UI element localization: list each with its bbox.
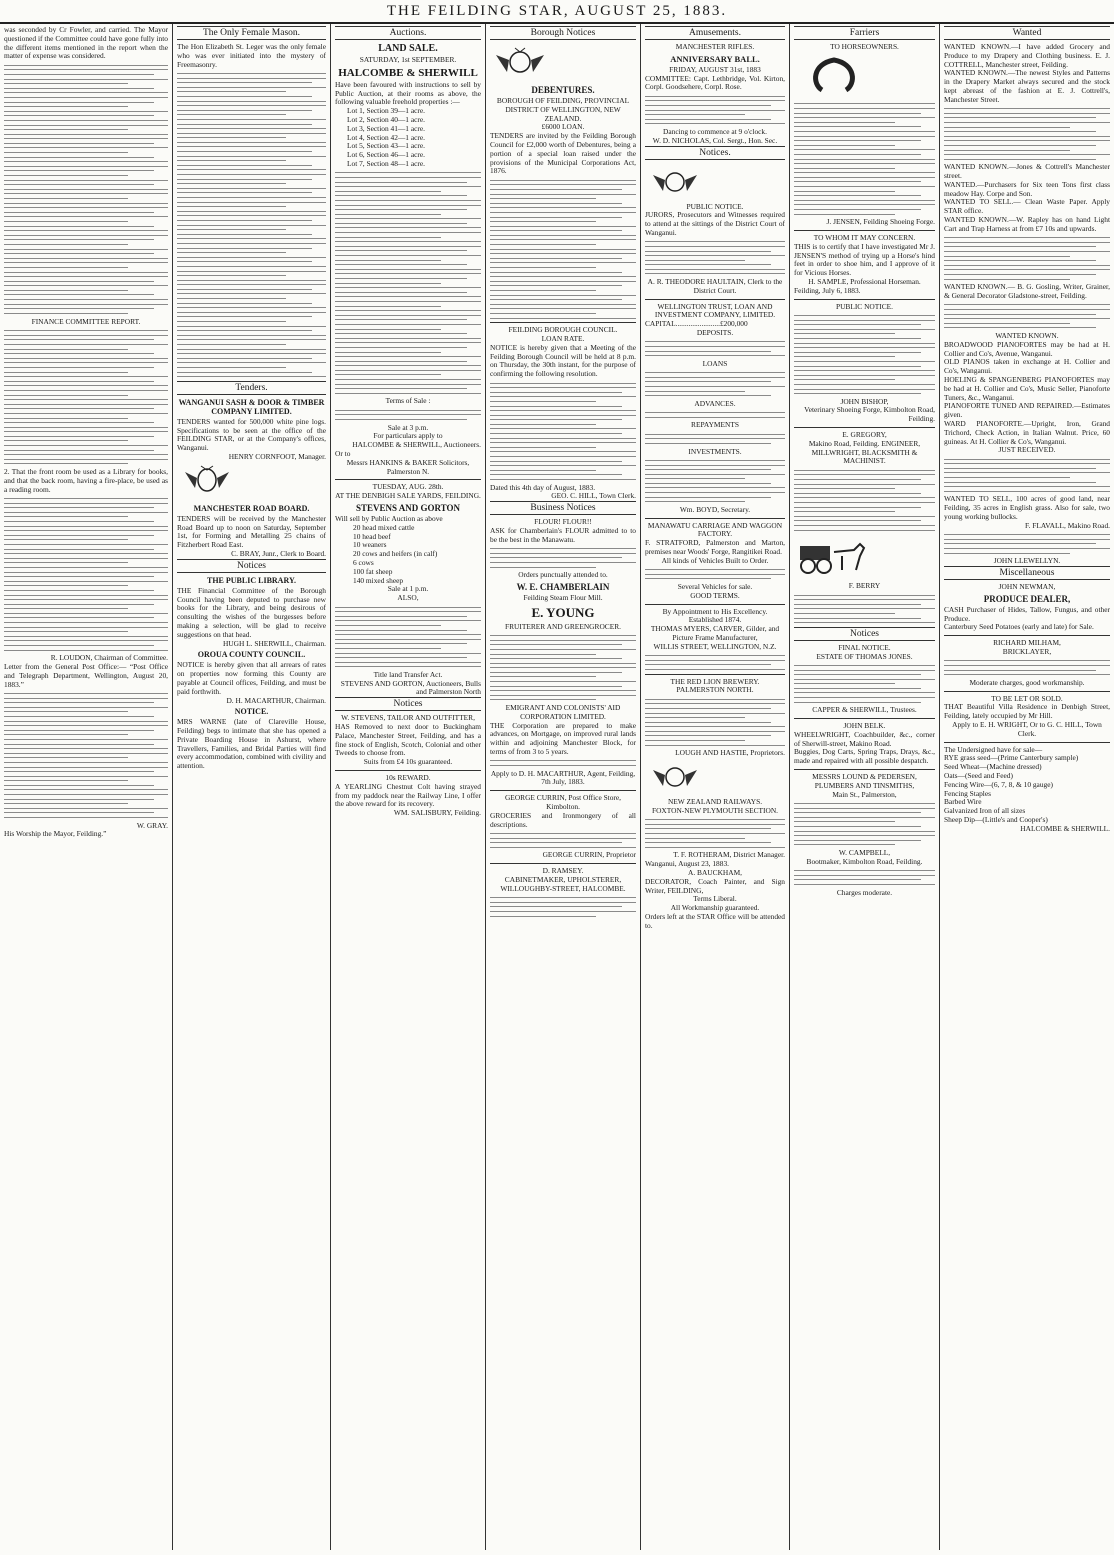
wanted-ad: PIANOFORTE TUNED AND REPAIRED.—Estimates given. xyxy=(944,401,1110,420)
jensen-signed: J. JENSEN, Feilding Shoeing Forge. xyxy=(826,217,935,227)
crest-icon xyxy=(177,464,237,496)
terms-text-block xyxy=(335,410,481,420)
sale-list-item: RYE grass seed—(Prime Canterbury sample) xyxy=(944,753,1079,763)
particulars: For particulars apply to xyxy=(373,431,443,441)
currin-text-block xyxy=(490,833,636,848)
female-mason-lead: The Hon Elizabeth St. Leger was the only female who was ever initiated into the mystery of Freemasonry. xyxy=(177,42,326,69)
ball-text-block xyxy=(645,96,785,125)
rapley-text-block xyxy=(944,237,1110,279)
ball-committee: COMMITTEE: Capt. Lethbridge, Vol. Kirton, Corpl. Goodsehere, Corpl. Rose. xyxy=(645,73,785,92)
divider xyxy=(490,790,636,791)
farriers-heading: Farriers xyxy=(794,26,935,40)
horseshoe-icon xyxy=(794,54,874,94)
article-intro: was seconded by Cr Fowler, and carried. The Mayor questioned if the Committee could have gone fully into the different items mentioned in the report when the matter of expense was considered. xyxy=(4,25,168,61)
villa-apply: Apply to E. H. WRIGHT, Or to G. C. HILL, Town Clerk. xyxy=(952,719,1102,738)
workmanship-guaranteed: All Workmanship guaranteed. xyxy=(670,903,760,913)
divider xyxy=(794,769,935,770)
sample-date: Feilding, July 6, 1883. xyxy=(794,285,861,295)
wanted-ad: OLD PIANOS taken in exchange at H. Collier and Co's, Wanganui. xyxy=(944,357,1110,376)
column-4 xyxy=(486,24,641,1550)
sale-list-item: Fencing Wire—(6, 7, 8, & 10 gauge) xyxy=(944,779,1053,789)
notices-heading-3: Notices xyxy=(335,697,481,711)
foxton-title: FOXTON-NEW PLYMOUTH SECTION. xyxy=(651,805,779,815)
plumbers-line: PLUMBERS AND TINSMITHS, xyxy=(814,780,915,790)
wanted-ad: WANTED.—Purchasers for Six teen Tons first class meadow Hay. Corpe and Son. xyxy=(944,179,1110,198)
lound-text-block xyxy=(794,803,935,845)
milham-text-block xyxy=(944,660,1110,675)
notice-body: MRS WARNE (late of Clareville House, Feilding) begs to intimate that she has opened a Private Boarding House in Ashurst, where Travellers, Families, and Bridal Parties will find every accommodation, combined with civility and attention. xyxy=(177,717,326,771)
lound-name: MESSRS LOUND & PEDERSEN, xyxy=(812,772,917,782)
horseowners-title: TO HORSEOWNERS. xyxy=(830,42,899,51)
divider xyxy=(944,691,1110,692)
stock-item: 10 head beef xyxy=(353,531,391,541)
tailor-title: W. STEVENS, TAILOR AND OUTFITTER, xyxy=(341,713,475,723)
repayments-title: REPAYMENTS xyxy=(691,420,739,430)
young-name: E. YOUNG xyxy=(531,604,595,620)
letter-heading: Letter from the General Post Office:— “Post Office and Telegraph Department, Wellington, August 20, 1883.” xyxy=(4,662,168,689)
ball-title: ANNIVERSARY BALL. xyxy=(670,53,760,64)
decorator-line: DECORATOR, Coach Painter, and Sign Writer, FEILDING, xyxy=(645,876,785,895)
oroua-body: NOTICE is hereby given that all arrears of rates on properties now forming this County are payable at Council offices, Feilding, and must be paid forthwith. xyxy=(177,660,326,696)
closing-line: His Worship the Mayor, Feilding.” xyxy=(4,829,107,839)
wanted-ad: WANTED TO SELL, 100 acres of good land, near Feilding, 35 acres in English grass. Also for sale, two young working bullocks. xyxy=(944,494,1110,522)
groceries: GROCERIES and Ironmongery of all descriptions. xyxy=(490,810,636,829)
land-sale-intro: Have been favoured with instructions to sell by Public Auction, at their rooms as above, the following valuable freehold properties :— xyxy=(335,79,481,107)
loan-text-block xyxy=(490,180,636,319)
currin-title: GEORGE CURRIN, Post Office Store, Kimbolton. xyxy=(504,793,622,811)
debentures-title: DEBENTURES. xyxy=(531,85,595,95)
rifles-title: MANCHESTER RIFLES. xyxy=(675,42,755,51)
will-sell: Will sell by Public Auction as above xyxy=(335,514,443,523)
lot-item: Lot 3, Section 41—1 acre. xyxy=(347,123,425,133)
flour-body: ASK for Chamberlain's FLOUR admitted to to be the best in the Manawatu. xyxy=(490,526,636,544)
capital-line: CAPITAL........................£200,000 xyxy=(645,319,748,329)
amusements-heading: Amusements. xyxy=(645,26,785,40)
sale-list-item: Seed Wheat—(Machine dressed) xyxy=(944,762,1042,772)
letter-text-block xyxy=(4,693,168,818)
just-received: JUST RECEIVED. xyxy=(998,445,1056,455)
land-sale-title: LAND SALE. xyxy=(378,43,438,54)
wanted-ad: WANTED TO SELL.— Clean Waste Paper. Apply STAR office. xyxy=(944,197,1110,216)
also-label: ALSO, xyxy=(397,593,419,603)
tailor-body: HAS Removed to next door to Buckingham Palace, Manchester Street, Feilding, and has a fine stock of English, Scotch, Colonial and other Tweeds to choose from. xyxy=(335,722,481,758)
rotheram-signed: T. F. ROTHERAM, District Manager. xyxy=(673,850,785,860)
finance-text-block xyxy=(4,330,168,464)
mill-name: Feilding Steam Flour Mill. xyxy=(523,592,603,602)
sale-time-2: Sale at 1 p.m. xyxy=(387,584,429,594)
column-5 xyxy=(641,24,790,1550)
borough-title: BOROUGH OF FEILDING, PROVINCIAL DISTRICT OF WELLINGTON, NEW ZEALAND. xyxy=(496,96,630,123)
solicitors: Messrs HANKINS & BAKER Solicitors, Palmerston N. xyxy=(346,457,470,476)
column-1 xyxy=(0,24,173,1550)
wanted-ad: WANTED KNOWN.—I have added Grocery and Produce to my Drapery and Clothing business. E. J. COTTRELL, Manchester street, Feilding. xyxy=(944,42,1110,69)
masthead-title: THE FEILDING STAR, AUGUST 25, 1883. xyxy=(386,3,728,19)
oroua-signed: D. H. MACARTHUR, Chairman. xyxy=(226,695,326,705)
wanganui-title: WANGANUI SASH & DOOR & TIMBER COMPANY LIMITED. xyxy=(178,397,325,416)
loans-text-block xyxy=(645,372,785,396)
column-7 xyxy=(940,24,1114,1550)
rate-dated: Dated this 4th day of August, 1883. xyxy=(490,482,596,492)
divider xyxy=(645,518,785,519)
rapley2-text-block xyxy=(944,304,1110,328)
lot-item: Lot 6, Section 46—1 acre. xyxy=(347,150,425,160)
flavall-signed: F. FLAVALL, Makino Road. xyxy=(1025,520,1110,530)
lot-item: Lot 7, Section 48—1 acre. xyxy=(347,158,425,168)
royal-crest-icon xyxy=(490,45,550,77)
notices-heading-5: Notices. xyxy=(645,146,785,160)
library-title: THE PUBLIC LIBRARY. xyxy=(207,575,296,585)
transfer-act: Title land Transfer Act. xyxy=(373,669,443,679)
lough-signed: LOUGH AND HASTIE, Proprietors. xyxy=(675,748,785,758)
trust-title: WELLINGTON TRUST, LOAN AND INVESTMENT COMPANY, LIMITED. xyxy=(654,301,776,320)
divider xyxy=(645,674,785,675)
also-text-block xyxy=(335,607,481,668)
llewellyn-text-block xyxy=(944,534,1110,553)
vehicles-sale: Several Vehicles for sale. xyxy=(677,582,753,591)
manawatu-title: MANAWATU CARRIAGE AND WAGGON FACTORY. xyxy=(647,520,783,539)
ball-date: FRIDAY, AUGUST 31st, 1883 xyxy=(669,64,761,74)
liberal-terms: Terms Liberal. xyxy=(693,894,737,904)
advances-text-block xyxy=(645,412,785,418)
signed-loudon: R. LOUDON, Chairman of Committee. xyxy=(50,653,168,663)
road-board-body: TENDERS will be received by the Manchester Road Board up to noon on Saturday, September 1st, for Forming and Metalling 25 chains of Fitzherbert Road East. xyxy=(177,513,326,550)
terms-of-sale: Terms of Sale : xyxy=(385,396,431,406)
emigrant-apply: Apply to D. H. MACARTHUR, Agent, Feilding, 7th July, 1883. xyxy=(490,768,636,787)
concern-title: TO WHOM IT MAY CONCERN. xyxy=(813,233,916,243)
tuesday-date: TUESDAY, AUG. 28th. xyxy=(372,482,444,492)
library-report: 2. That the front room be used as a Library for books, and that the back room, having a fire-place, be used as a reading room. xyxy=(4,467,168,494)
notice-title: NOTICE. xyxy=(234,707,269,717)
lot-list xyxy=(335,107,481,169)
stock-item: 100 fat sheep xyxy=(353,566,393,576)
notices-heading-6: Notices xyxy=(794,627,935,641)
emigrant-body: THE Corporation are prepared to make advances, on Mortgage, on improved rural lands within and adjoining Manchester Block, for terms of from 3 to 5 years. xyxy=(490,720,636,757)
milham-name: RICHARD MILHAM, xyxy=(993,638,1061,648)
wanganui-date: Wanganui, August 23, 1883. xyxy=(645,859,729,869)
wanganui-body: TENDERS wanted for 500,000 white pine logs. Specifications to be seen at the office of the FEILDING STAR, or at the Company's offices, Wanganui. xyxy=(177,416,326,453)
sale-list-item: Galvanized Iron of all sizes xyxy=(944,806,1026,816)
sale-time: Sale at 3 p.m. xyxy=(387,422,429,432)
flour-title: FLOUR! FLOUR!! xyxy=(534,517,592,527)
notices-heading: Notices xyxy=(177,559,326,573)
wanganui-signed: HENRY CORNFOOT, Manager. xyxy=(228,451,326,461)
borough-notices-heading: Borough Notices xyxy=(490,26,636,40)
ramsey-sub: CABINETMAKER, UPHOLSTERER, WILLOUGHBY-STREET, HALCOMBE. xyxy=(500,874,626,893)
wanted-text-block xyxy=(944,108,1110,160)
land-sale-date: SATURDAY, 1st SEPTEMBER. xyxy=(359,55,457,64)
rate-body: NOTICE is hereby given that a Meeting of the Feilding Borough Council will be held at 8 p.m. on Thursday, the 30th instant, for the purpose of confirming the following resolution. xyxy=(490,342,636,379)
divider xyxy=(335,770,481,771)
ramsey-name: D. RAMSEY. xyxy=(542,866,584,876)
or-to: Or to xyxy=(335,449,351,459)
deposits-text-block xyxy=(645,341,785,356)
sale-list-item: Oats—(Seed and Feed) xyxy=(944,770,1013,780)
divider xyxy=(944,635,1110,636)
divider xyxy=(794,230,935,231)
received-text-block xyxy=(944,459,1110,492)
bishop-name: JOHN BISHOP, xyxy=(840,396,889,406)
divider xyxy=(794,718,935,719)
orders-line: Orders punctually attended to. xyxy=(518,570,608,580)
lot-item: Lot 1, Section 39—1 acre. xyxy=(347,106,425,116)
finance-heading: FINANCE COMMITTEE REPORT. xyxy=(31,316,141,326)
estate-text-block xyxy=(794,665,935,703)
wanted-ad: WANTED KNOWN.— B. G. Gosling, Writer, Grainer, & General Decorator Gladstone-street, Feilding. xyxy=(944,282,1110,300)
railway-crest-icon xyxy=(645,760,705,792)
library-signed: HUGH L. SHERWILL, Chairman. xyxy=(222,638,326,648)
nicholas-signed: W. D. NICHOLAS, Col. Sergt., Hon. Sec. xyxy=(652,135,778,145)
produce-dealer: PRODUCE DEALER, xyxy=(983,593,1071,604)
stratford-body: F. STRATFORD, Palmerston and Marton, premises near Woods' Forge, Rangitikei Road. xyxy=(645,538,785,557)
column-6 xyxy=(790,24,940,1550)
road-board-signed: C. BRAY, Junr., Clerk to Board. xyxy=(231,548,326,558)
orders-left: Orders left at the STAR Office will be attended to. xyxy=(645,911,785,930)
wanted-ad: BROADWOOD PIANOFORTES may be had at H. Collier and Co's, Avenue, Wanganui. xyxy=(944,339,1110,358)
divider xyxy=(645,299,785,300)
divider xyxy=(490,322,636,323)
divider xyxy=(335,479,481,480)
divider xyxy=(794,427,935,428)
signed-gray: W. GRAY. xyxy=(136,820,168,830)
estate-title: ESTATE OF THOMAS JONES. xyxy=(816,651,913,661)
railways-text-block xyxy=(645,819,785,848)
charges-line: Charges moderate. xyxy=(836,887,893,897)
newman-name: JOHN NEWMAN, xyxy=(998,582,1056,591)
bauckham-name: A. BAUCKHAM, xyxy=(688,868,742,877)
lot-item: Lot 2, Section 40—1 acre. xyxy=(347,114,425,124)
column-2 xyxy=(173,24,331,1550)
emigrant-title: EMIGRANT AND COLONISTS' AID CORPORATION LIMITED. xyxy=(505,703,621,721)
divider xyxy=(944,742,1110,743)
wanted-ad: HOELING & SPANGENBERG PIANOFORTES may be had at H. Collier and Co's, Music Seller, Pianoforte Tuners, &c., Wanganui. xyxy=(944,374,1110,402)
council-title: FEILDING BOROUGH COUNCIL. xyxy=(508,325,618,335)
sale-list xyxy=(944,746,1110,825)
stock-list xyxy=(335,524,481,586)
bishop-text-block xyxy=(794,315,935,394)
loan-body: TENDERS are invited by the Feilding Borough Council for £2,000 worth of Debentures, being a portion of a special loan raised under the provisions of the Municipal Corporations Act, 1876. xyxy=(490,131,636,176)
crest-icon xyxy=(645,165,705,197)
currin-signed: GEORGE CURRIN, Proprietor xyxy=(542,850,636,860)
reward-signed: WM. SALISBURY, Feilding. xyxy=(393,808,481,818)
young-sub: FRUITERER AND GREENGROCER. xyxy=(505,621,621,631)
campbell-text-block xyxy=(794,870,935,885)
investments-title: INVESTMENTS. xyxy=(688,446,742,456)
suits-price: Suits from £4 10s guaranteed. xyxy=(363,757,453,767)
myers-title: THOMAS MYERS, CARVER, Gilder, and Picture Frame Manufacturer, xyxy=(650,624,780,642)
myers-text-block xyxy=(645,655,785,670)
stock-item: 10 weaners xyxy=(353,540,387,550)
column-3 xyxy=(331,24,486,1550)
wanted-heading: Wanted xyxy=(944,26,1110,40)
gregory-sub: Makino Road, Feilding. ENGINEER, MILLWRIGHT, BLACKSMITH & MACHINIST. xyxy=(808,438,921,466)
campbell-name: W. CAMPBELL, xyxy=(838,847,891,857)
library-body: THE Financial Committee of the Borough Council having been deputed to purchase new books for the Library, and being desirous of consulting the wishes of the burgesses before making a selection, will be glad to receive suggestions on that head. xyxy=(177,585,326,639)
capper-signed: CAPPER & SHERWILL, Trustees. xyxy=(812,705,917,715)
wheelwright-line: WHEELWRIGHT, Coachbuilder, &c., corner of Sherwill-street, Makino Road. xyxy=(794,729,935,748)
reward-body: A YEARLING Chestnut Colt having strayed from my paddock near the Railway Line, I offer the above reward for its recovery. xyxy=(335,781,481,809)
emigrant-text-block xyxy=(490,760,636,766)
seed-potatoes: Canterbury Seed Potatoes (early and late) for Sale. xyxy=(944,622,1094,632)
red-lion-title: THE RED LION BREWERY. xyxy=(670,676,760,686)
loan-amount: £6000 LOAN. xyxy=(541,122,585,132)
cash-purchaser: CASH Purchaser of Hides, Tallow, Fungus, and other Produce. xyxy=(944,604,1110,623)
boyd-signed: Wm. BOYD, Secretary. xyxy=(679,504,751,514)
firm-signature: HALCOMBE & SHERWILL, Auctioneers. xyxy=(352,440,481,450)
lot-item: Lot 5, Section 43—1 acre. xyxy=(347,141,425,151)
wanted-known: WANTED KNOWN. xyxy=(995,330,1059,340)
horse-cart-icon xyxy=(794,536,874,576)
business-notices-heading: Business Notices xyxy=(490,501,636,515)
sale-list-item: Fencing Staples xyxy=(944,788,992,798)
sale-list-item: Sheep Dip—(Little's and Cooper's) xyxy=(944,814,1048,824)
red-lion-text-block xyxy=(645,699,785,746)
bricklayer-line: BRICKLAYER, xyxy=(1002,646,1052,656)
divider xyxy=(794,299,935,300)
appointment-line: By Appointment to His Excellency. Established 1874. xyxy=(662,606,768,625)
wanted-ad: WANTED KNOWN.—The newest Styles and Patterns in the Drapery Market always secured and the stock kept abreast of the fashion at E. J. Cottrell's, Manchester Street. xyxy=(944,68,1110,104)
certify-body: THIS is to certify that I have investigated Mr J. JENSEN'S method of trying up a Horse's hind feet in order to shoe him, and I approve of it for Vicious Horses. xyxy=(794,241,935,278)
female-mason-text xyxy=(177,73,326,377)
jurors-body: JURORS, Prosecutors and Witnesses required to attend at the sittings of the District Court of Wanganui. xyxy=(645,210,785,237)
loan-rate-title: LOAN RATE. xyxy=(541,333,585,343)
bootmaker-line: Bootmaker, Kimbolton Road, Feilding. xyxy=(806,856,923,866)
reward-title: 10s REWARD. xyxy=(385,773,431,783)
tenders-heading: Tenders. xyxy=(177,381,326,395)
stock-item: 20 cows and heifers (in calf) xyxy=(353,549,438,559)
sale-list-item: Barbed Wire xyxy=(944,797,982,807)
willis-street: WILLIS STREET, WELLINGTON, N.Z. xyxy=(653,641,777,651)
belk-name: JOHN BELK. xyxy=(843,721,886,731)
investments-text-block xyxy=(645,460,785,502)
young-text-block xyxy=(490,635,636,700)
public-notice-6: PUBLIC NOTICE. xyxy=(835,301,894,311)
moderate-charges: Moderate charges, good workmanship. xyxy=(969,677,1085,687)
palmerston-title: PALMERSTON NORTH. xyxy=(676,685,754,695)
stock-item: 20 head mixed cattle xyxy=(353,522,415,532)
stock-item: 6 cows xyxy=(353,557,374,567)
female-mason-heading: The Only Female Mason. xyxy=(177,26,326,40)
farrier-text-block xyxy=(794,103,935,214)
divider xyxy=(645,604,785,605)
llewellyn-signed: JOHN LLEWELLYN. xyxy=(993,556,1061,566)
flour-text-block xyxy=(490,548,636,567)
auctions-heading: Auctions. xyxy=(335,26,481,40)
advances-title: ADVANCES. xyxy=(694,398,736,408)
main-street: Main St., Palmerston, xyxy=(832,789,897,799)
wanted-ad: WANTED KNOWN.—W. Rapley has on hand Light Cart and Trap Harness at from £7 10s and upwards. xyxy=(944,215,1110,233)
gregory-text-block xyxy=(794,470,935,531)
let-or-sold: TO BE LET OR SOLD. xyxy=(991,693,1063,703)
berry-name: F. BERRY xyxy=(848,581,881,591)
haultain-signed: A. R. THEODORE HAULTAIN, Clerk to the District Court. xyxy=(647,277,783,295)
divider xyxy=(490,863,636,864)
lot-item: Lot 4, Section 42—1 acre. xyxy=(347,132,425,142)
firm2-signature: STEVENS AND GORTON, Auctioneers, Bulls and Palmerston North xyxy=(340,678,481,697)
halcombe-signed: HALCOMBE & SHERWILL. xyxy=(1020,823,1110,833)
stock-item: 140 mixed sheep xyxy=(353,575,404,585)
masthead xyxy=(0,0,1114,24)
deposits-title: DEPOSITS. xyxy=(696,328,734,338)
firm2-name: STEVENS AND GORTON xyxy=(355,503,461,513)
sale-list-item: The Undersigned have for sale— xyxy=(944,744,1043,754)
lots-text-block xyxy=(335,172,481,394)
wanted-ad: WANTED KNOWN.—Jones & Cottrell's Manchester street. xyxy=(944,162,1110,181)
bishop-sub: Veterinary Shoeing Forge, Kimbolton Road, Feilding. xyxy=(804,405,935,424)
rate-signed: GEO. C. HILL, Town Clerk. xyxy=(551,491,636,501)
good-terms: GOOD TERMS. xyxy=(690,590,740,600)
sample-signed: H. SAMPLE, Professional Horseman. xyxy=(808,277,921,287)
road-board-title: MANCHESTER ROAD BOARD. xyxy=(193,503,310,513)
repayments-text-block xyxy=(645,434,785,444)
final-notice-title: FINAL NOTICE. xyxy=(838,642,891,652)
article-text-block xyxy=(4,65,168,314)
loans-title: LOANS xyxy=(702,358,728,368)
jurors-text-block xyxy=(645,241,785,274)
buggies-line: Buggies, Dog Carts, Spring Traps, Drays, &c., made and repaired with all possible despatch. xyxy=(794,747,935,766)
rate-text-block xyxy=(490,383,636,480)
vehicles-text-block xyxy=(645,569,785,579)
railways-title: NEW ZEALAND RAILWAYS. xyxy=(667,797,763,807)
oroua-title: OROUA COUNTY COUNCIL. xyxy=(197,650,306,660)
chamberlain-name: W. E. CHAMBERLAIN xyxy=(516,581,610,592)
villa-body: THAT Beautiful Villa Residence in Denbigh Street, Feilding, lately occupied by Mr Hill. xyxy=(944,702,1110,721)
public-notice-title: PUBLIC NOTICE. xyxy=(686,201,744,211)
ramsey-text-block xyxy=(490,897,636,916)
berry-text-block xyxy=(794,595,935,624)
gregory-name: E. GREGORY, xyxy=(842,430,887,440)
report-text-block xyxy=(4,498,168,651)
sale-yards: AT THE DENBIGH SALE YARDS, FEILDING. xyxy=(335,491,481,501)
wanted-ad: WARD PIANOFORTE.—Upright, Iron, Grand Trichord, Check Action, in Italian Walnut. Price, 60 guineas. At H. Collier & Co's, Wanganui. xyxy=(944,418,1110,446)
firm-name: HALCOMBE & SHERWILL xyxy=(338,66,478,79)
miscellaneous-heading: Miscellaneous xyxy=(944,566,1110,580)
dancing-time: Dancing to commence at 9 o'clock. xyxy=(663,126,767,136)
vehicles-line: All kinds of Vehicles Built to Order. xyxy=(661,555,769,565)
